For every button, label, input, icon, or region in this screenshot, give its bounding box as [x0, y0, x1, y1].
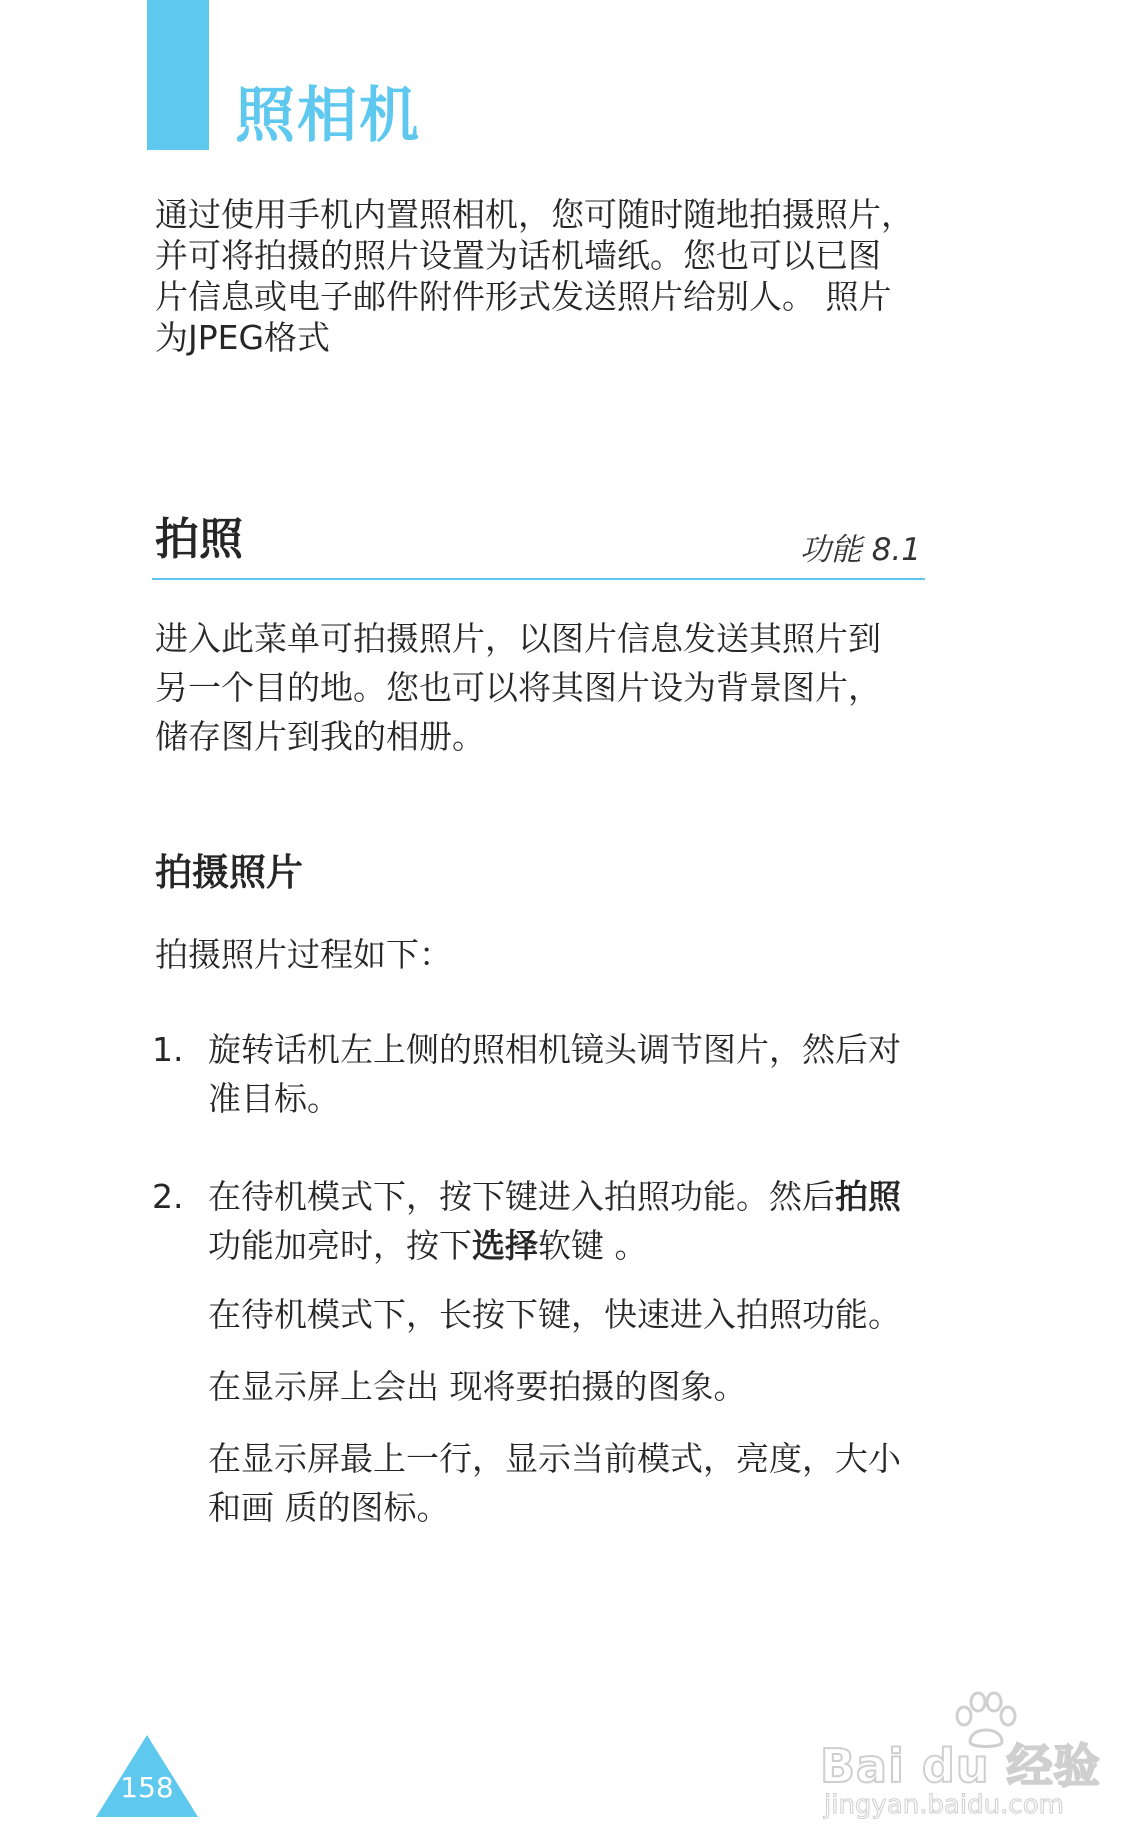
step-line — [208, 1221, 938, 1270]
step-text: 软键 。 — [538, 1226, 648, 1265]
function-label: 功能 8.1 — [799, 532, 921, 568]
step-note: 在显示屏最上一行，显示当前模式，亮度，大小 — [208, 1439, 901, 1478]
step-number: 2. — [152, 1177, 184, 1216]
step-text: 功能加亮时，按下 — [208, 1226, 472, 1265]
step-text: 在待机模式下，按下键进入拍照功能。然后 — [208, 1177, 835, 1216]
watermark-url: jingyan.baidu.com — [824, 1790, 1064, 1820]
intro-line: 为JPEG格式 — [155, 318, 331, 357]
section-line: 进入此菜单可拍摄照片，以图片信息发送其照片到 — [155, 619, 881, 658]
baidu-jingyan-watermark — [820, 1690, 1120, 1820]
chapter-accent-bar — [147, 0, 209, 150]
step-line — [208, 1172, 938, 1221]
chapter-title: 照相机 — [235, 81, 421, 151]
step-note: 在待机模式下，长按下键，快速进入拍照功能。 — [208, 1295, 901, 1334]
step-note: 在显示屏上会出 现将要拍摄的图象。 — [208, 1367, 747, 1406]
step-bold-text: 拍照 — [835, 1177, 901, 1216]
step-bold-text: 选择 — [472, 1226, 538, 1265]
section-line: 储存图片到我的相册。 — [155, 717, 485, 756]
section-title: 拍照 — [155, 514, 243, 565]
step-note: 和画 质的图标。 — [208, 1488, 450, 1527]
intro-line: 并可将拍摄的照片设置为话机墙纸。您也可以已图 — [155, 236, 881, 275]
subsection-title: 拍摄照片 — [155, 851, 303, 894]
step-number: 1. — [152, 1030, 184, 1069]
intro-line: 片信息或电子邮件附件形式发送照片给别人。 照片 — [155, 277, 892, 316]
subsection-lead: 拍摄照片过程如下： — [155, 935, 452, 974]
intro-line: 通过使用手机内置照相机，您可随时随地拍摄照片， — [155, 195, 914, 234]
step-line: 准目标。 — [208, 1079, 340, 1118]
section-line: 另一个目的地。您也可以将其图片设为背景图片， — [155, 668, 881, 707]
page-number: 158 — [120, 1771, 174, 1804]
step-line: 旋转话机左上侧的照相机镜头调节图片，然后对 — [208, 1030, 901, 1069]
watermark-logo: Bai du 经验 — [820, 1739, 1101, 1793]
section-divider — [152, 578, 925, 580]
